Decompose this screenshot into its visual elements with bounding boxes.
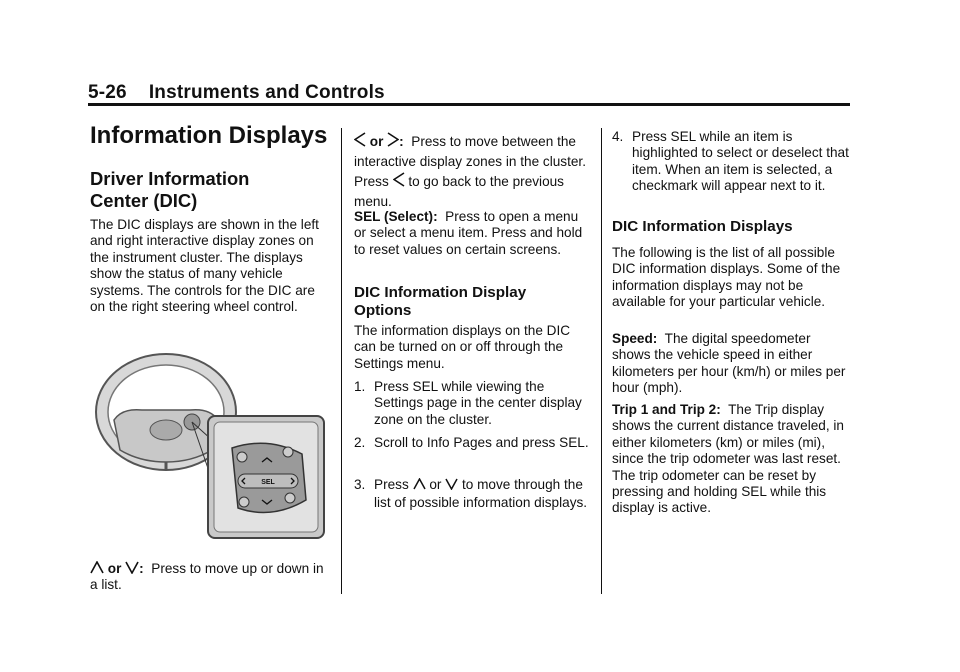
page-title: Information Displays [90, 122, 328, 149]
trip-paragraph [612, 402, 852, 517]
chevron-down-icon [445, 478, 458, 490]
section-title: Instruments and Controls [148, 82, 385, 103]
step-text: Press SEL while viewing the Settings page in the center display zone on the cluster. [374, 379, 582, 427]
leftright-text-b: to go back to the previous menu. [354, 174, 564, 209]
speed-text: The digital speedometer shows the vehicle speed in either kilometers per hour (km/h) or miles per hour (mph). [612, 331, 846, 396]
displays-intro: The following is the list of all possible DIC information displays. Some of the information displays may not be available for your particular vehicle. [612, 245, 841, 310]
step-text: Press SEL while an item is highlighted to select or deselect that item. When an item is selected, a checkmark will appear next to it. [632, 129, 849, 194]
step-text-a: Press [374, 477, 409, 492]
chevron-right-icon [387, 132, 399, 147]
column-divider [341, 128, 342, 594]
list-item [354, 476, 590, 511]
or-word: or [429, 477, 442, 492]
or-word: or [369, 134, 384, 149]
dic-intro: The DIC displays are shown in the left and right interactive display zones on the instrument cluster. The displays show the status of many vehicle systems. The controls for the DIC are on the right steering wheel control. [90, 217, 319, 315]
chevron-left-icon [393, 172, 405, 187]
speed-paragraph [612, 331, 852, 397]
updown-text: Press to move up or down in a list. [90, 561, 324, 593]
speed-term: Speed: [612, 331, 658, 346]
steering-wheel-figure [92, 350, 328, 540]
leftright-text-a: Press to move between the interactive display zones in the cluster. Press [354, 134, 586, 189]
chevron-down-icon [125, 561, 139, 574]
trip-term: Trip 1 and Trip 2: [612, 402, 721, 417]
step-number: 4. [612, 129, 624, 144]
options-intro: The information displays on the DIC can be turned on or off through the Settings menu. [354, 323, 571, 371]
updown-paragraph [90, 561, 330, 594]
step-number: 3. [354, 477, 366, 492]
colon: : [139, 561, 144, 576]
or-word: or [107, 561, 122, 576]
step-text [374, 476, 590, 511]
chevron-up-icon [413, 478, 426, 490]
dic-heading: Driver Information Center (DIC) [90, 168, 250, 211]
step-text: Scroll to Info Pages and press SEL. [374, 435, 589, 450]
list-item [354, 435, 590, 451]
sel-term: SEL (Select): [354, 209, 438, 224]
trip-text: The Trip display shows the current distance traveled, in either kilometers (km) or miles (mi), since the trip odometer was last reset. The trip odometer can be reset by pressing and holding SEL while this display is active. [612, 402, 844, 516]
options-heading: DIC Information Display Options [354, 284, 527, 319]
chevron-up-icon [90, 561, 104, 574]
page-number: 5-26 [88, 82, 127, 103]
list-item [612, 129, 852, 195]
list-item [354, 379, 590, 428]
sel-label: SEL [261, 479, 275, 486]
chevron-left-icon [354, 132, 366, 147]
displays-heading: DIC Information Displays [612, 218, 793, 235]
header-rule [88, 103, 850, 106]
step-number: 2. [354, 435, 366, 450]
step-text-b: to move through the list of possible information displays. [374, 477, 588, 510]
step-number: 1. [354, 379, 366, 394]
colon: : [399, 134, 404, 149]
column-divider [601, 128, 602, 594]
sel-paragraph [354, 209, 590, 258]
leftright-paragraph [354, 132, 590, 212]
sel-text: Press to open a menu or select a menu item. Press and hold to reset values on certain screens. [354, 209, 583, 257]
page-header [88, 82, 385, 104]
